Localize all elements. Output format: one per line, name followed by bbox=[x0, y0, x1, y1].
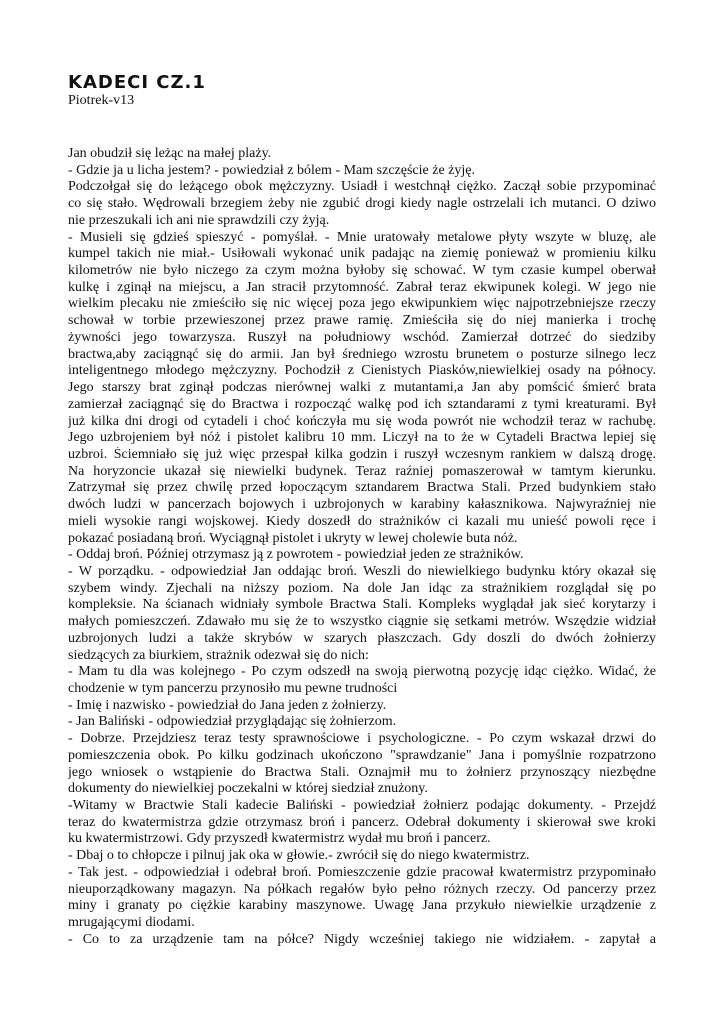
text-line: nieuporządkowany magazyn. Na półkach regałów było pełno różnych rzeczy. Od pancerzy przez bbox=[68, 881, 656, 897]
document-body bbox=[68, 146, 656, 949]
text-line: kilometrów nie było niczego za czym można byłoby się schować. W tym czasie kumpel oberwał bbox=[68, 263, 656, 279]
text-line: Jego uzbrojeniem był nóż i pistolet kalibru 10 mm. Liczył na to że w Cytadeli Bractwa lepiej się bbox=[68, 430, 656, 446]
text-line: Jego starszy brat zginął podczas nierównej walki z mutantami,a Jan aby pomścić śmierć brata bbox=[68, 380, 656, 396]
document-title: KADECI CZ.1 bbox=[68, 72, 206, 93]
text-line: - Gdzie ja u licha jestem? - powiedział z bólem - Mam szczęście że żyję. bbox=[68, 162, 475, 178]
text-line: schował w torbie przewieszonej przez prawe ramię. Zmieściła się do niej manierka i trochę bbox=[68, 313, 656, 329]
text-line: mrugającymi diodami. bbox=[68, 915, 195, 931]
text-line: dwóch ludzi w pancerzach bojowych i uzbrojonych w karabiny kałasznikowa. Najwyraźniej nie bbox=[68, 497, 656, 513]
text-line: - Imię i nazwisko - powiedział do Jana jeden z żołnierzy. bbox=[68, 697, 387, 713]
text-line: bractwa,aby zaciągnąć się do armii. Jan był średniego wzrostu brunetem o posturze silnego lecz bbox=[68, 346, 656, 362]
text-line: uzbroi. Ściemniało się już więc przespał kilka godzin i ruszył wczesnym rankiem w dalszą drogę. bbox=[68, 446, 656, 462]
text-line: zamierzał zaciągnąć się do Bractwa i rozpocząć walkę pod ich sztandarami z tymi kreaturami. Był bbox=[68, 396, 656, 412]
text-line: ku kwatermistrzowi. Gdy przyszedł kwatermistrz wydał mu broń i pancerz. bbox=[68, 831, 491, 847]
document-author: Piotrek-v13 bbox=[68, 93, 135, 108]
text-line: żywności jego towarzysza. Ruszył na południowy wschód. Zamierzał dotrzeć do siedziby bbox=[68, 329, 656, 345]
text-line: - Dbaj o to chłopcze i pilnuj jak oka w głowie.- zwrócił się do niego kwatermistrz. bbox=[68, 848, 530, 864]
text-line: Na horyzoncie ukazał się niewielki budynek. Teraz raźniej pomaszerował w tamtym kierunku. bbox=[68, 463, 656, 479]
text-line: - Mam tu dla was kolejnego - Po czym odszedł na swoją pierwotną pozycję idąc ciężko. Widać, że bbox=[68, 664, 656, 680]
text-line: szybem windy. Zjechali na niższy poziom. Na dole Jan idąc za strażnikiem rozglądał się po bbox=[68, 580, 656, 596]
text-line: -Witamy w Bractwie Stali kadecie Baliński - powiedział żołnierz podając dokumenty. - Przejdź bbox=[68, 798, 656, 814]
text-line: już kilka dni drogi od cytadeli i choć kończyła mu się woda powrót nie wchodził teraz w rachubę. bbox=[68, 413, 656, 429]
text-line: co się stało. Wędrowali brzegiem żeby nie zgubić drogi kiedy nagle ostrzelali ich mutanci. O dziwo bbox=[68, 196, 656, 212]
text-line: inteligentnego młodego mężczyzny. Pochodził z Cienistych Piasków,niewielkiej osady na północy. bbox=[68, 363, 656, 379]
text-line: kumpel takich nie miał.- Usiłowali wykonać unik padając na ziemię ponieważ w promieniu kilku bbox=[68, 246, 656, 262]
text-line: pokazać posiadaną broń. Wyciągnął pistolet i ukryty w lewej cholewie buta nóż. bbox=[68, 530, 518, 546]
text-line: - Tak jest. - odpowiedział i odebrał broń. Pomieszczenie gdzie pracował kwatermistrz przypominało bbox=[68, 864, 656, 880]
text-line: - W porządku. - odpowiedział Jan oddając broń. Weszli do niewielkiego budynku który okazał się bbox=[68, 563, 656, 579]
text-line: małych pomieszczeń. Zdawało mu się że to wszystko ciągnie się setkami metrów. Wszędzie widział bbox=[68, 614, 656, 630]
text-line: kulkę i zginął na miejscu, a Jan stracił przytomność. Zabrał teraz ekwipunek kolegi. W jego nie bbox=[68, 279, 656, 295]
text-line: dokumenty do niewielkiej poczekalni w której siedział znużony. bbox=[68, 781, 428, 797]
text-line: - Oddaj broń. Później otrzymasz ją z powrotem - powiedział jeden ze strażników. bbox=[68, 547, 524, 563]
text-line: chodzenie w tym pancerzu przynosiło mu pewne trudności bbox=[68, 681, 398, 696]
text-line: siedzących za biurkiem, strażnik odezwał się do nich: bbox=[68, 647, 369, 663]
text-line: - Jan Baliński - odpowiedział przyglądając się żołnierzom. bbox=[68, 714, 397, 730]
text-line: wielkim plecaku nie zmieściło się nic więcej poza jego ekwipunkiem więc najpotrzebniejsze rzeczy bbox=[68, 296, 656, 312]
text-line: nie przeszukali ich ani nie sprawdzili czy żyją. bbox=[68, 212, 330, 228]
text-line: jego wniosek o wstąpienie do Bractwa Stali. Oznajmił mu to żołnierz przynoszący niezbędne bbox=[68, 764, 656, 780]
text-line: Zatrzymał się przez chwilę przed łopoczącym sztandarem Bractwa Stali. Przed budynkiem stało bbox=[68, 480, 656, 496]
text-line: kompleksie. Na ścianach widniały symbole Bractwa Stali. Kompleks wyglądał jak sieć korytarzy i bbox=[68, 597, 656, 613]
text-line: mieli wysokie rangi wojskowej. Kiedy doszedł do strażników ci kazali mu unieść powoli ręce i bbox=[68, 513, 656, 529]
text-line: pomieszczenia obok. Po kilku godzinach ukończono "sprawdzanie" Jana i pomyślnie rozpatrzono bbox=[68, 747, 656, 763]
text-line: - Musieli się gdzieś spieszyć - pomyślał. - Mnie uratowały metalowe płyty wszyte w bluzę, ale bbox=[68, 229, 656, 245]
text-line: miny i granaty po ciężkie karabiny maszynowe. Uwagę Jana przykuło niewielkie urządzenie z bbox=[68, 898, 656, 914]
text-line: - Co to za urządzenie tam na półce? Nigdy wcześniej takiego nie widziałem. - zapytał a bbox=[68, 931, 656, 947]
text-line: Podczołgał się do leżącego obok mężczyzny. Usiadł i westchnął ciężko. Zaczął sobie przypominać bbox=[68, 179, 656, 195]
text-line: - Dobrze. Przejdziesz teraz testy sprawnościowe i psychologiczne. - Po czym wskazał drzwi do bbox=[68, 731, 656, 747]
text-line: teraz do kwatermistrza gdzie otrzymasz broń i pancerz. Odebrał dokumenty i skierował swe kroki bbox=[68, 814, 656, 830]
text-line: uzbrojonych ludzi a także skrybów w szarych płaszczach. Gdy doszli do dwóch żołnierzy bbox=[68, 630, 656, 646]
text-line: Jan obudził się leżąc na małej plaży. bbox=[68, 146, 272, 161]
